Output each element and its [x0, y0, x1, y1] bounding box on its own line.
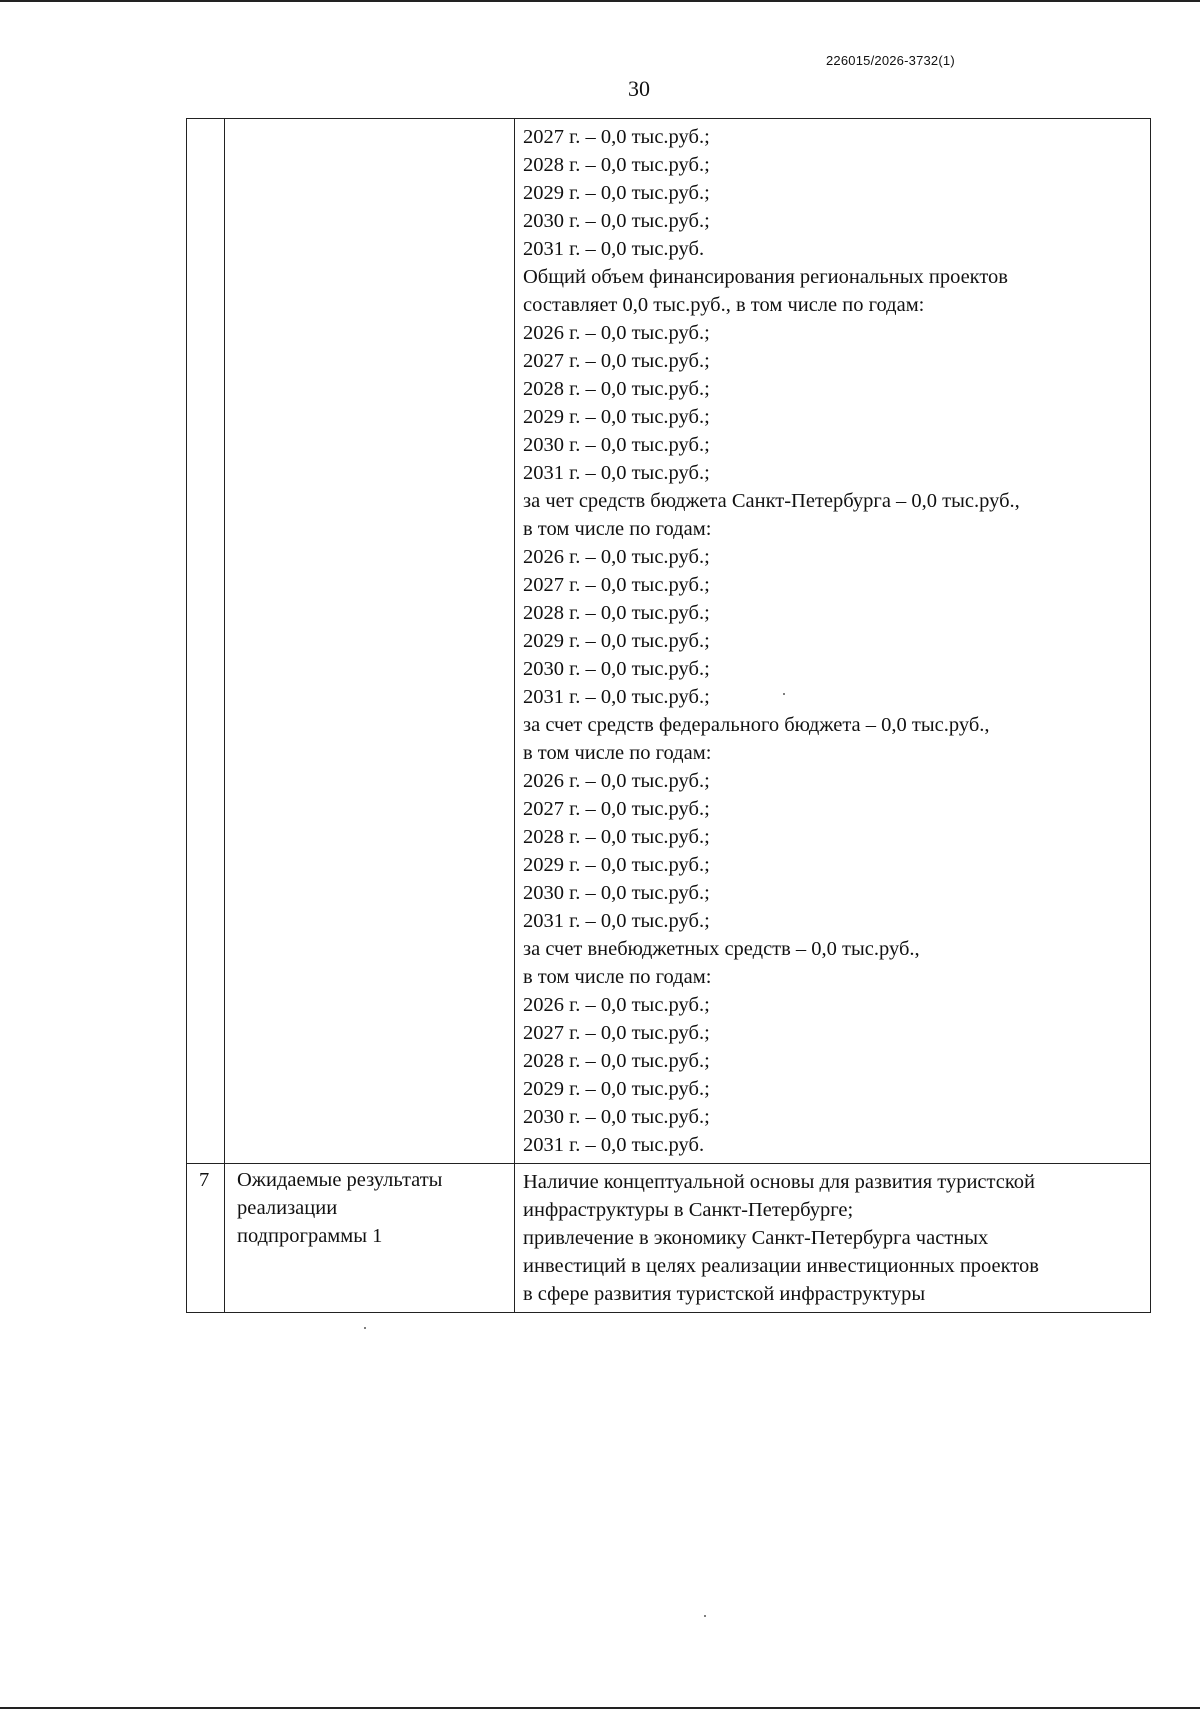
text-line: 2029 г. – 0,0 тыс.руб.; — [523, 1078, 710, 1100]
text-line: 2029 г. – 0,0 тыс.руб.; — [523, 406, 710, 428]
text-line: составляет 0,0 тыс.руб., в том числе по годам: — [523, 294, 925, 316]
row-label-line: реализации — [237, 1197, 338, 1219]
text-line: 2031 г. – 0,0 тыс.руб. — [523, 1134, 705, 1156]
document-id: 226015/2026-3732(1) — [826, 53, 955, 68]
text-line: за чет средств бюджета Санкт-Петербурга – 0,0 тыс.руб., — [523, 490, 1020, 512]
text-line: за счет внебюджетных средств – 0,0 тыс.руб., — [523, 938, 920, 960]
row-label-cell — [225, 119, 515, 1164]
text-line: 2031 г. – 0,0 тыс.руб.; — [523, 686, 710, 708]
text-line: инфраструктуры в Санкт-Петербурге; — [523, 1199, 854, 1221]
text-line: в том числе по годам: — [523, 742, 712, 764]
text-line: 2026 г. – 0,0 тыс.руб.; — [523, 770, 710, 792]
text-line: 2026 г. – 0,0 тыс.руб.; — [523, 546, 710, 568]
program-table — [186, 118, 1151, 1313]
text-line: 2027 г. – 0,0 тыс.руб.; — [523, 1022, 710, 1044]
scan-bottom-edge — [0, 1707, 1200, 1709]
text-line: 2030 г. – 0,0 тыс.руб.; — [523, 658, 710, 680]
text-line: за счет средств федерального бюджета – 0,0 тыс.руб., — [523, 714, 990, 736]
scan-speck — [364, 1327, 366, 1329]
text-line: 2031 г. – 0,0 тыс.руб.; — [523, 462, 710, 484]
text-line: 2027 г. – 0,0 тыс.руб.; — [523, 574, 710, 596]
text-line: инвестиций в целях реализации инвестиционных проектов — [523, 1255, 1039, 1277]
text-line: 2028 г. – 0,0 тыс.руб.; — [523, 378, 710, 400]
row-label-line: подпрограммы 1 — [237, 1225, 383, 1247]
text-line: 2030 г. – 0,0 тыс.руб.; — [523, 434, 710, 456]
text-line: 2030 г. – 0,0 тыс.руб.; — [523, 882, 710, 904]
text-line: 2030 г. – 0,0 тыс.руб.; — [523, 210, 710, 232]
financing-details-cell — [515, 119, 1151, 1164]
scan-top-edge — [0, 0, 1200, 2]
text-line: в том числе по годам: — [523, 518, 712, 540]
text-line: 2026 г. – 0,0 тыс.руб.; — [523, 322, 710, 344]
table-row-7 — [187, 1164, 1151, 1313]
text-line: 2029 г. – 0,0 тыс.руб.; — [523, 854, 710, 876]
text-line: 2028 г. – 0,0 тыс.руб.; — [523, 154, 710, 176]
text-line: 2029 г. – 0,0 тыс.руб.; — [523, 182, 710, 204]
row-number-cell — [187, 1164, 225, 1313]
table-row-continuation — [187, 119, 1151, 1164]
text-line: 2026 г. – 0,0 тыс.руб.; — [523, 994, 710, 1016]
row-label-line: Ожидаемые результаты — [237, 1169, 443, 1191]
text-line: Наличие концептуальной основы для развития туристской — [523, 1171, 1035, 1193]
text-line: Общий объем финансирования региональных проектов — [523, 266, 1008, 288]
text-line: в сфере развития туристской инфраструктуры — [523, 1283, 926, 1305]
text-line: привлечение в экономику Санкт-Петербурга частных — [523, 1227, 989, 1249]
text-line: 2028 г. – 0,0 тыс.руб.; — [523, 602, 710, 624]
text-line: 2030 г. – 0,0 тыс.руб.; — [523, 1106, 710, 1128]
text-line: 2027 г. – 0,0 тыс.руб.; — [523, 126, 710, 148]
expected-results-cell — [515, 1164, 1151, 1313]
row-label-cell — [225, 1164, 515, 1313]
text-line: 2027 г. – 0,0 тыс.руб.; — [523, 798, 710, 820]
text-line: 2027 г. – 0,0 тыс.руб.; — [523, 350, 710, 372]
row-number: 7 — [199, 1169, 210, 1191]
text-line: 2028 г. – 0,0 тыс.руб.; — [523, 826, 710, 848]
text-line: 2031 г. – 0,0 тыс.руб. — [523, 238, 705, 260]
scan-speck — [704, 1615, 706, 1617]
text-line: в том числе по годам: — [523, 966, 712, 988]
text-line: 2028 г. – 0,0 тыс.руб.; — [523, 1050, 710, 1072]
row-number-cell — [187, 119, 225, 1164]
text-line: 2029 г. – 0,0 тыс.руб.; — [523, 630, 710, 652]
scan-speck — [783, 693, 785, 695]
page-number: 30 — [628, 76, 650, 101]
text-line: 2031 г. – 0,0 тыс.руб.; — [523, 910, 710, 932]
